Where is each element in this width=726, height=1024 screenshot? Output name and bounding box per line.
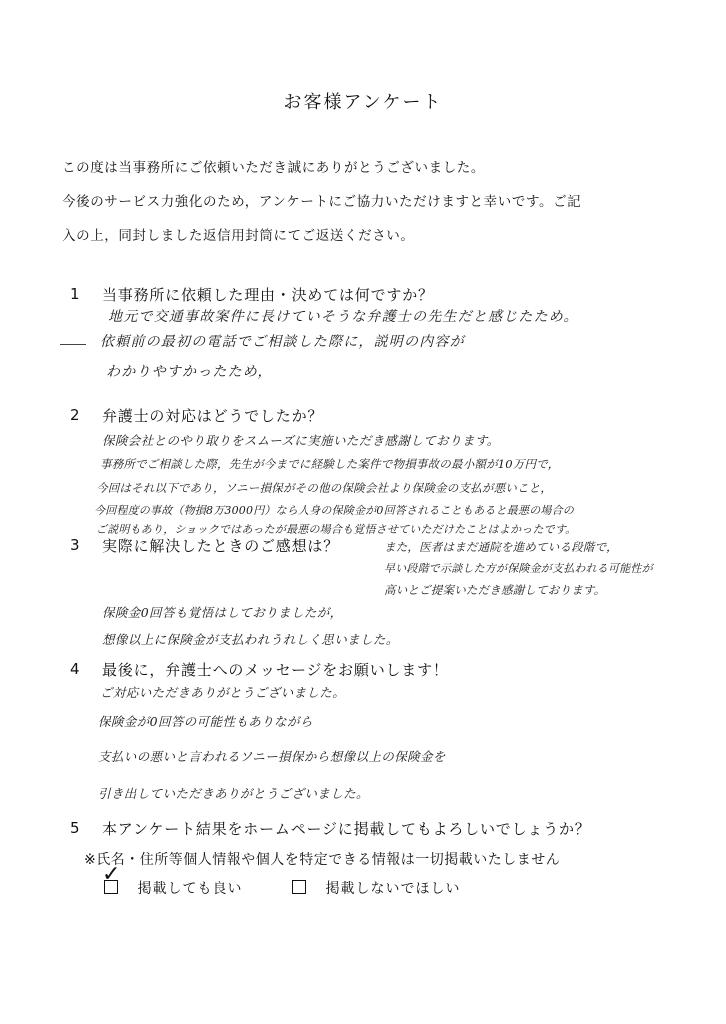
q1-answer-line-3: わかりやすかったため， (106, 364, 273, 380)
q5-option-no-label: 掲載しないでほしい (325, 881, 461, 897)
q2-number: 2 (70, 406, 80, 424)
q2-answer-line-1: 保険会社とのやり取りをスムーズに実施いただき感謝しております。 (102, 433, 500, 448)
q5-privacy-note: ※氏名・住所等個人情報や個人を特定できる情報は一切掲載いたしません (84, 852, 561, 868)
q2-answer-line-2: 事務所でご相談した際，先生が今までに経験した案件で物損事故の最小額が10万円で， (100, 457, 560, 471)
intro-line-2: 今後のサービス力強化のため，アンケートにご協力いただけますと幸いです。ご記 (62, 194, 582, 210)
q4-answer-line-2: 保険金が0回答の可能性もありながら (98, 714, 313, 729)
q3-number: 3 (70, 536, 80, 554)
q2-answer-line-4: 今回程度の事故（物損8万3000円）なら人身の保険金が0回答されることもあると最悪の場合の (94, 504, 574, 517)
q2-answer-line-3: 今回はそれ以下であり，ソニー損保がその他の保険会社より保険金の支払が悪いこと， (96, 481, 553, 495)
q5-option-yes-label: 掲載しても良い (137, 881, 243, 897)
q3-question: 実際に解決したときのご感想は？ (102, 537, 340, 555)
q3-side-note-line-2: 早い段階で示談した方が保険金が支払われる可能性が (384, 562, 653, 575)
intro-line-1: この度は当事務所にご依頼いただき誠にありがとうございました。 (62, 160, 485, 176)
q1-margin-mark (60, 344, 86, 345)
q1-answer-line-2: 依頼前の最初の電話でご相談した際に，説明の内容が (100, 334, 465, 350)
check-icon: ✓ (102, 862, 122, 887)
q5-option-no[interactable] (292, 878, 460, 898)
q5-option-yes[interactable] (102, 862, 243, 898)
q4-number: 4 (70, 660, 80, 678)
q2-question: 弁護士の対応はどうでしたか？ (102, 407, 324, 425)
q3-side-note-line-3: 高いとご提案いただき感謝しております。 (384, 583, 606, 597)
q4-answer-line-4: 引き出していただきありがとうございました。 (98, 786, 369, 801)
intro-line-3: 入の上，同封しました返信用封筒にてご返送ください。 (62, 228, 415, 244)
q4-answer-line-3: 支払いの悪いと言われるソニー損保から想像以上の保険金を (98, 749, 446, 764)
q3-answer-line-2: 想像以上に保険金が支払われうれしく思いました。 (102, 632, 399, 647)
q5-number: 5 (70, 819, 80, 837)
q1-question: 当事務所に依頼した理由・決めては何ですか？ (102, 286, 434, 304)
q4-answer-line-1: ご対応いただきありがとうございました。 (100, 685, 346, 700)
q2-answer-line-5: ご説明もあり，ショックではあったが最悪の場合も覚悟させていただけたことはよかったです。 (96, 523, 577, 536)
q3-side-note-line-1: また，医者はまだ通院を進めている段階で， (384, 540, 618, 554)
q3-answer-line-1: 保険金0回答も覚悟はしておりましたが， (102, 605, 343, 620)
q4-question: 最後に，弁護士へのメッセージをお願いします！ (102, 661, 449, 679)
page-title: お客様アンケート (283, 92, 443, 113)
q5-question: 本アンケート結果をホームページに掲載してもよろしいでしょうか？ (102, 820, 591, 838)
checkbox-unchecked[interactable] (292, 880, 306, 894)
q1-number: 1 (70, 285, 80, 303)
q1-answer-line-1: 地元で交通事故案件に長けていそうな弁護士の先生だと感じたため。 (108, 309, 579, 325)
